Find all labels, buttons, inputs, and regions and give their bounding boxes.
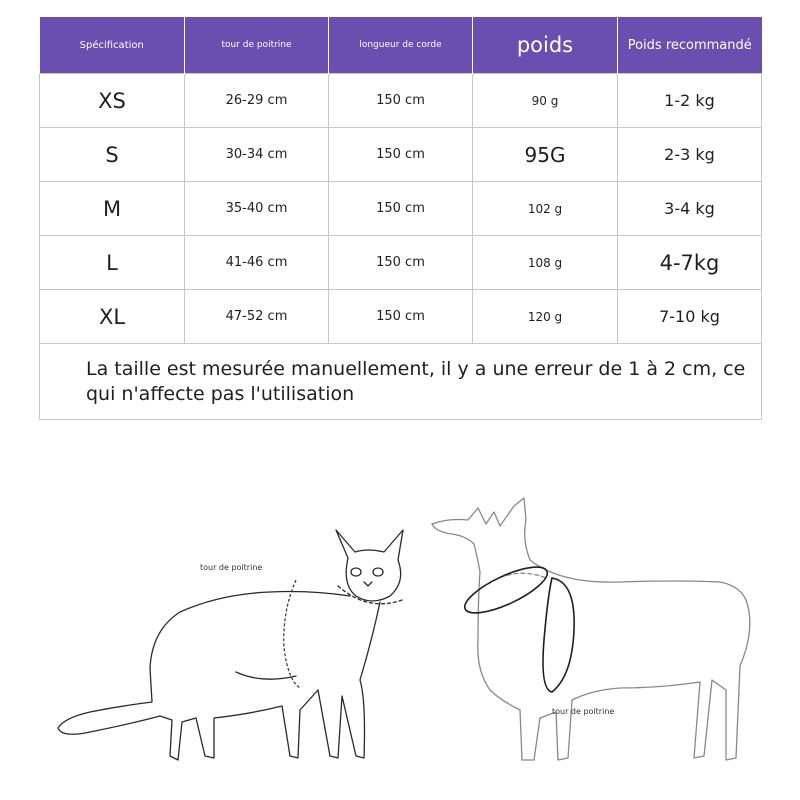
table-row (40, 236, 762, 290)
recommended-cell: 7-10 kg (618, 290, 762, 344)
header-specification: Spécification (40, 17, 185, 74)
chest-cell: 41-46 cm (185, 236, 329, 290)
weight-cell: 120 g (473, 290, 618, 344)
header-chest-circumference: tour de poitrine (185, 17, 329, 74)
rope-cell: 150 cm (329, 182, 473, 236)
note-row (40, 344, 762, 420)
cat-chest-label: tour de poitrine (200, 563, 263, 572)
dog-neck-loop (459, 558, 552, 621)
rope-cell: 150 cm (329, 128, 473, 182)
rope-cell: 150 cm (329, 290, 473, 344)
dog-chest-label: tour de poitrine (552, 707, 615, 716)
dog-outline-figure (432, 498, 750, 760)
header-weight: poids (473, 17, 618, 74)
recommended-cell: 4-7kg (618, 236, 762, 290)
table-row (40, 74, 762, 128)
header-recommended-weight: Poids recommandé (618, 17, 762, 74)
size-cell: XL (40, 290, 185, 344)
weight-cell: 108 g (473, 236, 618, 290)
chest-cell: 47-52 cm (185, 290, 329, 344)
size-cell: L (40, 236, 185, 290)
measurement-illustration (0, 480, 800, 800)
weight-cell: 95G (473, 128, 618, 182)
recommended-cell: 1-2 kg (618, 74, 762, 128)
size-chart-table (39, 17, 762, 420)
table-row (40, 182, 762, 236)
chest-cell: 30-34 cm (185, 128, 329, 182)
size-cell: M (40, 182, 185, 236)
rope-cell: 150 cm (329, 236, 473, 290)
weight-cell: 90 g (473, 74, 618, 128)
rope-cell: 150 cm (329, 74, 473, 128)
recommended-cell: 2-3 kg (618, 128, 762, 182)
chest-cell: 26-29 cm (185, 74, 329, 128)
measurement-note: La taille est mesurée manuellement, il y a une erreur de 1 à 2 cm, ce qui n'affecte pas l'utilisation (40, 344, 762, 420)
header-rope-length: longueur de corde (329, 17, 473, 74)
table-header-row (40, 17, 762, 74)
cat-chest-loop (284, 580, 300, 688)
size-cell: XS (40, 74, 185, 128)
chest-cell: 35-40 cm (185, 182, 329, 236)
table-row (40, 290, 762, 344)
weight-cell: 102 g (473, 182, 618, 236)
dog-chest-loop (543, 578, 574, 692)
size-cell: S (40, 128, 185, 182)
table-row (40, 128, 762, 182)
recommended-cell: 3-4 kg (618, 182, 762, 236)
